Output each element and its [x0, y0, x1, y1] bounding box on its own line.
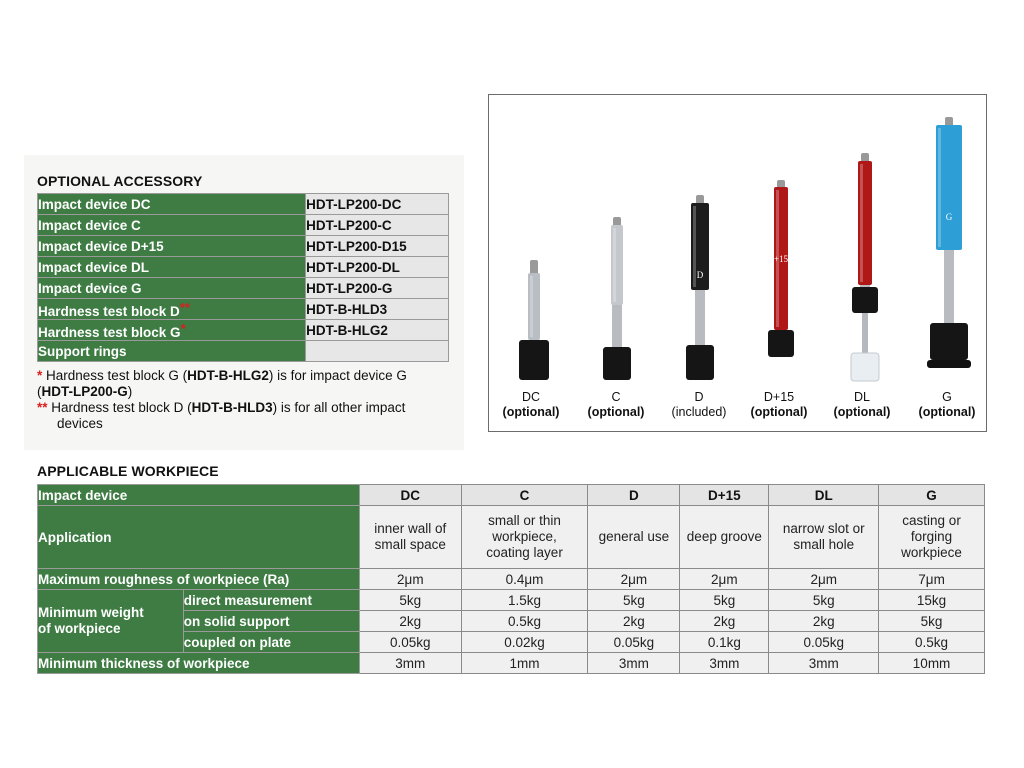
weight-value: 0.1kg — [680, 632, 769, 653]
application-cell — [588, 506, 680, 569]
thickness-value: 3mm — [769, 653, 879, 674]
accessory-name — [38, 299, 306, 320]
accessory-name-text: Hardness test block G — [38, 324, 181, 340]
accessory-code: HDT-LP200-D15 — [306, 236, 449, 257]
probe-tip — [530, 260, 538, 275]
thickness-value: 3mm — [680, 653, 769, 674]
probe-dc — [519, 260, 549, 380]
application-text: inner wall of small space — [374, 521, 447, 552]
weight-value: 5kg — [769, 590, 879, 611]
application-text: small or thin workpiece, coating layer — [486, 513, 563, 560]
footnote-star: ** — [179, 299, 190, 315]
accessory-code: HDT-B-HLG2 — [306, 320, 449, 341]
roughness-value: 0.4μm — [461, 569, 588, 590]
application-cell — [680, 506, 769, 569]
note-star: ** — [37, 400, 48, 415]
accessory-name — [38, 194, 306, 215]
impact-device-photo — [488, 94, 987, 432]
impact-device-row — [38, 485, 985, 506]
accessory-code: HDT-B-HLD3 — [306, 299, 449, 320]
roughness-value: 2μm — [769, 569, 879, 590]
accessory-table — [37, 193, 449, 362]
note-test-block-g — [37, 368, 457, 384]
accessory-name-text: Impact device DL — [38, 259, 150, 275]
accessory-code: HDT-LP200-C — [306, 215, 449, 236]
probe-dl — [851, 153, 879, 381]
weight-value: 0.05kg — [359, 632, 461, 653]
accessory-row — [38, 299, 449, 320]
roughness-value: 2μm — [359, 569, 461, 590]
probe-body — [528, 273, 540, 340]
note-code: HDT-B-HLG2 — [187, 368, 269, 383]
weight-condition: coupled on plate — [183, 632, 359, 653]
weight-condition: on solid support — [183, 611, 359, 632]
application-text: casting or forging workpiece — [901, 513, 962, 560]
note-code: HDT-LP200-G — [41, 384, 128, 399]
application-text: deep groove — [686, 529, 762, 544]
note-star: * — [37, 368, 43, 383]
transparent-ring — [851, 353, 879, 381]
probe-type: D — [694, 390, 704, 404]
probe-shaft — [860, 285, 870, 287]
probe-highlight — [613, 228, 616, 302]
probe-label — [907, 390, 987, 420]
probe-status: (optional) — [750, 405, 808, 419]
probe-marking: D — [696, 270, 704, 280]
weight-value: 2kg — [769, 611, 879, 632]
probe-extension — [862, 313, 868, 353]
note-test-block-d — [37, 400, 457, 416]
accessory-row — [38, 278, 449, 299]
probe-highlight — [693, 206, 696, 287]
weight-value: 2kg — [588, 611, 680, 632]
accessory-row — [38, 341, 449, 362]
accessory-name — [38, 278, 306, 299]
application-row — [38, 506, 985, 569]
impact-device-label: Impact device — [38, 485, 360, 506]
device-header: DC — [359, 485, 461, 506]
accessory-name-text: Support rings — [38, 343, 127, 359]
roughness-label: Maximum roughness of workpiece (Ra) — [38, 569, 360, 590]
probe-highlight — [530, 276, 533, 337]
probe-label — [576, 390, 656, 420]
accessory-row — [38, 257, 449, 278]
accessory-name — [38, 236, 306, 257]
accessory-row — [38, 236, 449, 257]
weight-value: 5kg — [588, 590, 680, 611]
probe-base — [927, 360, 971, 368]
device-header: DL — [769, 485, 879, 506]
roughness-row — [38, 569, 985, 590]
weight-label — [38, 590, 184, 653]
accessory-name-text: Impact device DC — [38, 196, 151, 212]
probe-status: (optional) — [918, 405, 976, 419]
probe-type: C — [611, 390, 621, 404]
thickness-label: Minimum thickness of workpiece — [38, 653, 360, 674]
probe-marking: +15 — [773, 254, 789, 264]
accessory-code: HDT-LP200-DL — [306, 257, 449, 278]
probe-label — [659, 390, 739, 420]
device-header: G — [879, 485, 985, 506]
probe-body — [611, 225, 623, 305]
probe-type: DL — [854, 390, 870, 404]
note-text: Hardness test block G ( — [46, 368, 188, 383]
weight-value: 0.05kg — [588, 632, 680, 653]
accessory-name — [38, 320, 306, 341]
probe-dplus15 — [768, 180, 794, 357]
accessory-row — [38, 194, 449, 215]
note-text: ) is for impact device G — [268, 368, 407, 383]
probe-status: (optional) — [502, 405, 560, 419]
device-header: D — [588, 485, 680, 506]
note-text: ) is for all other impact — [272, 400, 406, 415]
weight-value: 5kg — [359, 590, 461, 611]
support-ring — [852, 287, 878, 313]
weight-value: 1.5kg — [461, 590, 588, 611]
support-ring — [768, 330, 794, 357]
support-ring — [930, 323, 968, 360]
weight-value: 0.05kg — [769, 632, 879, 653]
probe-shaft — [695, 290, 705, 345]
weight-value: 0.5kg — [461, 611, 588, 632]
probe-shaft — [612, 305, 622, 347]
weight-row — [38, 590, 985, 611]
accessory-name — [38, 215, 306, 236]
roughness-value: 2μm — [588, 569, 680, 590]
support-ring — [519, 340, 549, 380]
application-text: narrow slot or small hole — [782, 521, 865, 552]
accessory-row — [38, 215, 449, 236]
probe-shaft — [944, 250, 954, 323]
applicable-workpiece-title: APPLICABLE WORKPIECE — [37, 463, 219, 479]
probe-label — [822, 390, 902, 420]
weight-value: 2kg — [359, 611, 461, 632]
workpiece-table — [37, 484, 985, 674]
thickness-row — [38, 653, 985, 674]
accessory-code: HDT-LP200-G — [306, 278, 449, 299]
probe-g — [927, 117, 971, 368]
probe-status: (included) — [671, 405, 727, 419]
accessory-name-text: Impact device C — [38, 217, 141, 233]
support-ring — [686, 345, 714, 380]
roughness-value: 2μm — [680, 569, 769, 590]
accessory-name-text: Impact device G — [38, 280, 142, 296]
roughness-value: 7μm — [879, 569, 985, 590]
probe-marking: G — [945, 212, 953, 222]
note-text: Hardness test block D ( — [51, 400, 192, 415]
support-ring — [603, 347, 631, 380]
weight-value: 5kg — [879, 611, 985, 632]
probe-label — [491, 390, 571, 420]
probe-type: D+15 — [763, 390, 795, 404]
application-text: general use — [598, 529, 670, 544]
weight-value: 5kg — [680, 590, 769, 611]
accessory-row — [38, 320, 449, 341]
application-cell — [461, 506, 588, 569]
thickness-value: 3mm — [359, 653, 461, 674]
weight-label-text: Minimum weight of workpiece — [38, 605, 144, 636]
weight-value: 15kg — [879, 590, 985, 611]
application-cell — [879, 506, 985, 569]
probe-d — [686, 195, 714, 380]
accessory-code — [306, 341, 449, 362]
probe-c — [603, 217, 631, 380]
probe-type: DC — [521, 390, 541, 404]
accessory-notes — [37, 368, 457, 432]
application-cell — [769, 506, 879, 569]
probe-highlight — [938, 128, 941, 247]
thickness-value: 3mm — [588, 653, 680, 674]
weight-condition: direct measurement — [183, 590, 359, 611]
accessory-name-text: Impact device D+15 — [38, 238, 164, 254]
impact-devices-illustration — [489, 95, 986, 431]
footnote-star: * — [180, 320, 186, 336]
accessory-name-text: Hardness test block D — [38, 303, 180, 319]
probe-label — [739, 390, 819, 420]
thickness-value: 10mm — [879, 653, 985, 674]
probe-highlight — [860, 164, 863, 282]
weight-value: 2kg — [680, 611, 769, 632]
weight-value: 0.02kg — [461, 632, 588, 653]
accessory-code: HDT-LP200-DC — [306, 194, 449, 215]
device-header: C — [461, 485, 588, 506]
note-text: ) — [127, 384, 133, 399]
note-code: HDT-B-HLD3 — [191, 400, 273, 415]
accessory-name — [38, 341, 306, 362]
probe-status: (optional) — [833, 405, 891, 419]
probe-status: (optional) — [587, 405, 645, 419]
accessory-name — [38, 257, 306, 278]
application-label: Application — [38, 506, 360, 569]
device-header: D+15 — [680, 485, 769, 506]
weight-value: 0.5kg — [879, 632, 985, 653]
probe-type: G — [942, 390, 952, 404]
note-test-block-d-cont: devices — [57, 416, 103, 431]
application-cell — [359, 506, 461, 569]
optional-accessory-title: OPTIONAL ACCESSORY — [37, 173, 203, 189]
note-test-block-g-cont — [37, 384, 457, 400]
note-text: ( — [37, 384, 42, 399]
thickness-value: 1mm — [461, 653, 588, 674]
